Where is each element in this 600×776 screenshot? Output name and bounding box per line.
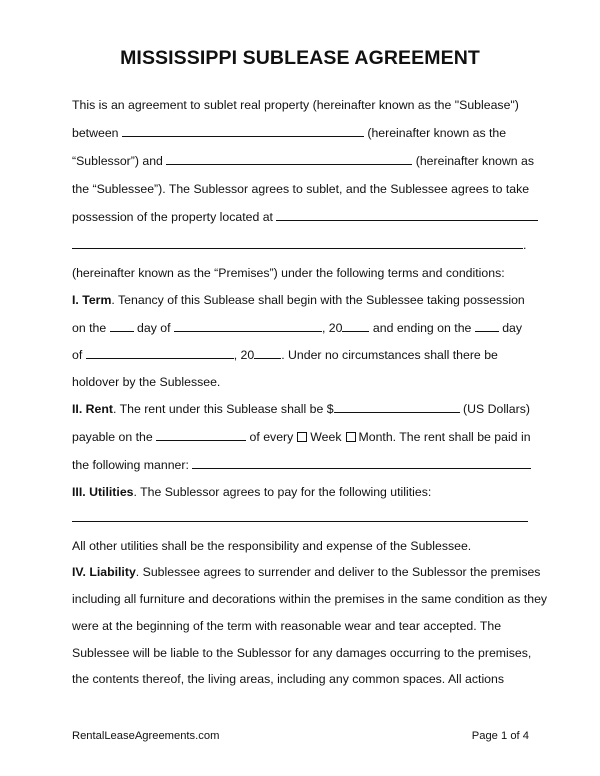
utilities-blank[interactable]: [72, 510, 528, 522]
paragraph-line: [72, 591, 547, 607]
section-liability: [72, 564, 540, 580]
paragraph-line: [72, 181, 529, 197]
section-heading: III. Utilities: [72, 485, 134, 499]
paragraph-line: [72, 125, 506, 141]
text: including all furniture and decorations within the premises in the same condition as they: [72, 592, 548, 606]
text: . The Sublessor agrees to pay for the following utilities:: [133, 485, 432, 499]
text: and ending on the: [372, 321, 472, 335]
paragraph-line: [72, 645, 531, 661]
text: . Tenancy of this Sublease shall begin with the Sublessee taking possession: [111, 293, 525, 307]
payment-manner-blank[interactable]: [192, 457, 531, 469]
paragraph-line: [72, 510, 528, 526]
section-heading: II. Rent: [72, 402, 113, 416]
text: holdover by the Sublessee.: [72, 375, 221, 389]
section-term: [72, 292, 525, 308]
paragraph-line: [72, 671, 504, 687]
end-year-blank[interactable]: [254, 347, 281, 359]
paragraph-line: [72, 618, 501, 634]
text: (hereinafter known as the: [367, 126, 507, 140]
paragraph-line: [72, 347, 498, 363]
week-checkbox[interactable]: [297, 432, 307, 442]
text: of: [72, 348, 83, 362]
document-title: MISSISSIPPI SUBLEASE AGREEMENT: [120, 47, 480, 69]
text: This is an agreement to sublet real property (hereinafter known as the "Sublease"): [72, 98, 519, 112]
paragraph-line: [72, 429, 531, 445]
text: the “Sublessee”). The Sublessor agrees to sublet, and the Sublessee agrees to take: [72, 182, 530, 196]
rent-amount-blank[interactable]: [334, 401, 460, 413]
section-utilities: [72, 484, 431, 500]
sublessee-name-blank[interactable]: [166, 153, 412, 165]
property-address-blank[interactable]: [276, 209, 538, 221]
text: . Under no circumstances shall there be: [281, 348, 498, 362]
payment-day-blank[interactable]: [156, 429, 246, 441]
paragraph-line: [72, 97, 519, 113]
text: Sublessee will be liable to the Sublessor for any damages occurring to the premises,: [72, 646, 532, 660]
paragraph-line: [72, 153, 534, 169]
section-heading: I. Term: [72, 293, 112, 307]
text: All other utilities shall be the responsibility and expense of the Sublessee.: [72, 539, 472, 553]
paragraph-line: [72, 374, 220, 390]
text: possession of the property located at: [72, 210, 273, 224]
footer-site: RentalLeaseAgreements.com: [72, 730, 220, 742]
text: day of: [137, 321, 171, 335]
section-heading: IV. Liability: [72, 565, 136, 579]
text: on the: [72, 321, 107, 335]
text: , 20: [233, 348, 255, 362]
start-day-blank[interactable]: [110, 320, 134, 332]
text: .: [523, 238, 527, 252]
text: the contents thereof, the living areas, including any common spaces. All actions: [72, 672, 505, 686]
text: (hereinafter known as the “Premises”) under the following terms and conditions:: [72, 266, 505, 280]
start-month-blank[interactable]: [174, 320, 322, 332]
text: of every: [249, 430, 294, 444]
text: “Sublessor”) and: [72, 154, 163, 168]
paragraph-line: [72, 538, 471, 554]
sublessor-name-blank[interactable]: [122, 125, 364, 137]
start-year-blank[interactable]: [342, 320, 369, 332]
text: Week: [310, 430, 342, 444]
text: the following manner:: [72, 458, 189, 472]
text: day: [502, 321, 523, 335]
text: between: [72, 126, 119, 140]
text: Month. The rent shall be paid in: [358, 430, 531, 444]
text: . The rent under this Sublease shall be $: [113, 402, 334, 416]
paragraph-line: [72, 209, 538, 225]
footer-page-number: Page 1 of 4: [471, 730, 529, 742]
text: , 20: [321, 321, 343, 335]
paragraph-line: [72, 320, 522, 336]
text: (hereinafter known as: [415, 154, 534, 168]
text: payable on the: [72, 430, 153, 444]
paragraph-line: [72, 265, 505, 281]
end-month-blank[interactable]: [86, 347, 234, 359]
paragraph-line: [72, 237, 526, 253]
end-day-blank[interactable]: [475, 320, 499, 332]
section-rent: [72, 401, 530, 417]
paragraph-line: [72, 457, 531, 473]
text: . Sublessee agrees to surrender and deliver to the Sublessor the premises: [135, 565, 541, 579]
property-address-blank-2[interactable]: [72, 237, 523, 249]
month-checkbox[interactable]: [346, 432, 356, 442]
text: (US Dollars): [463, 402, 530, 416]
text: were at the beginning of the term with reasonable wear and tear accepted. The: [72, 619, 502, 633]
